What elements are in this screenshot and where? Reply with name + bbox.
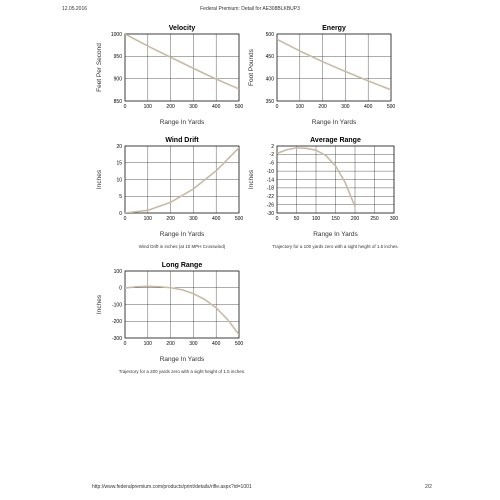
y-tick-label: -200 — [111, 319, 122, 326]
x-tick-label: 0 — [123, 341, 127, 347]
x-tick-label: 200 — [318, 104, 327, 110]
chart-velocity — [96, 25, 243, 126]
x-tick-label: 500 — [234, 341, 244, 347]
y-tick-label: -10 — [266, 168, 274, 175]
x-tick-label: 300 — [341, 104, 350, 110]
chart-title: Energy — [322, 25, 346, 32]
x-axis-label: Range In Yards — [311, 119, 357, 126]
y-tick-label: 450 — [265, 54, 274, 61]
y-tick-label: -22 — [266, 194, 274, 201]
x-tick-label: 200 — [166, 341, 175, 347]
series-line — [277, 39, 391, 89]
x-tick-label: 0 — [123, 104, 127, 110]
x-tick-label: 100 — [311, 216, 321, 222]
chart-caption: Trajectory for a 100 yards zero with a sight height of 1.5 inches. — [272, 244, 399, 249]
x-tick-label: 300 — [189, 216, 198, 222]
series-line — [125, 148, 239, 213]
x-tick-label: 400 — [364, 104, 373, 110]
x-tick-label: 200 — [166, 216, 175, 222]
x-tick-label: 100 — [143, 104, 152, 110]
chart-energy — [248, 25, 395, 126]
y-tick-label: 5 — [119, 194, 122, 201]
series-line — [125, 286, 239, 334]
print-url: http://www.federalpremium.com/products/print/details/rifle.aspx?id=1001 — [92, 484, 252, 490]
y-tick-label: 2 — [271, 143, 274, 150]
print-page-title: Federal Premium: Detail for AE308BLKBUP3 — [200, 6, 300, 12]
plot-frame — [277, 34, 391, 101]
x-tick-label: 0 — [275, 216, 279, 222]
chart-long-range — [96, 262, 245, 374]
x-tick-label: 500 — [234, 216, 244, 222]
y-tick-label: -30 — [266, 210, 274, 217]
chart-wind-drift — [96, 137, 243, 249]
print-date: 12.05.2016 — [62, 6, 88, 12]
y-axis-label: Feet Per Second — [96, 43, 103, 92]
chart-title: Velocity — [168, 25, 196, 32]
y-tick-label: 100 — [113, 268, 122, 275]
x-tick-label: 500 — [386, 104, 396, 110]
x-tick-label: 300 — [189, 341, 198, 347]
y-tick-label: 0 — [119, 285, 122, 292]
y-tick-label: -100 — [111, 302, 122, 309]
x-axis-label: Range In Yards — [313, 231, 358, 238]
y-tick-label: -6 — [269, 160, 274, 167]
x-tick-label: 150 — [331, 216, 340, 222]
y-axis-label: Foot Pounds — [248, 49, 255, 86]
y-tick-label: 15 — [116, 160, 122, 167]
y-axis-label: Inches — [248, 169, 255, 190]
x-axis-label: Range In Yards — [159, 356, 205, 363]
y-tick-label: -18 — [266, 185, 274, 192]
y-tick-label: 20 — [116, 143, 122, 150]
x-tick-label: 300 — [389, 216, 399, 222]
y-tick-label: 900 — [113, 76, 122, 83]
chart-title: Average Range — [310, 137, 361, 144]
y-axis-label: Inches — [96, 294, 103, 315]
x-tick-label: 250 — [370, 216, 379, 222]
y-axis-label: Inches — [96, 169, 103, 190]
y-tick-label: 850 — [113, 98, 122, 105]
x-tick-label: 400 — [212, 216, 221, 222]
series-line — [125, 34, 239, 89]
x-tick-label: 0 — [123, 216, 127, 222]
y-tick-label: 10 — [116, 177, 122, 184]
x-tick-label: 300 — [189, 104, 198, 110]
y-tick-label: 350 — [265, 98, 274, 105]
y-tick-label: -2 — [269, 152, 274, 159]
x-tick-label: 100 — [143, 341, 152, 347]
y-tick-label: -14 — [266, 177, 274, 184]
y-tick-label: 1000 — [110, 31, 122, 38]
chart-caption: Trajectory for a 200 yards zero with a sight height of 1.5 inches. — [118, 369, 246, 374]
chart-title: Long Range — [161, 262, 203, 269]
x-tick-label: 500 — [234, 104, 244, 110]
x-tick-label: 50 — [293, 216, 300, 222]
y-tick-label: 0 — [119, 210, 122, 217]
x-tick-label: 0 — [275, 104, 279, 110]
x-axis-label: Range In Yards — [159, 119, 205, 126]
x-tick-label: 200 — [350, 216, 360, 222]
y-tick-label: 500 — [265, 31, 274, 38]
x-tick-label: 400 — [212, 104, 221, 110]
x-tick-label: 200 — [166, 104, 175, 110]
y-tick-label: 950 — [113, 54, 122, 61]
x-tick-label: 400 — [212, 341, 221, 347]
y-tick-label: 400 — [265, 76, 274, 83]
x-axis-label: Range In Yards — [159, 231, 205, 238]
chart-average-range — [248, 137, 399, 249]
x-tick-label: 100 — [143, 216, 152, 222]
y-tick-label: -26 — [266, 202, 274, 209]
chart-title: Wind Drift — [165, 137, 199, 144]
y-tick-label: -300 — [111, 335, 122, 342]
chart-caption: Wind Drift in inches (at 10 MPH Crosswind) — [138, 244, 226, 249]
page-number: 2/2 — [425, 484, 432, 490]
x-tick-label: 100 — [295, 104, 304, 110]
plot-frame — [125, 34, 239, 101]
